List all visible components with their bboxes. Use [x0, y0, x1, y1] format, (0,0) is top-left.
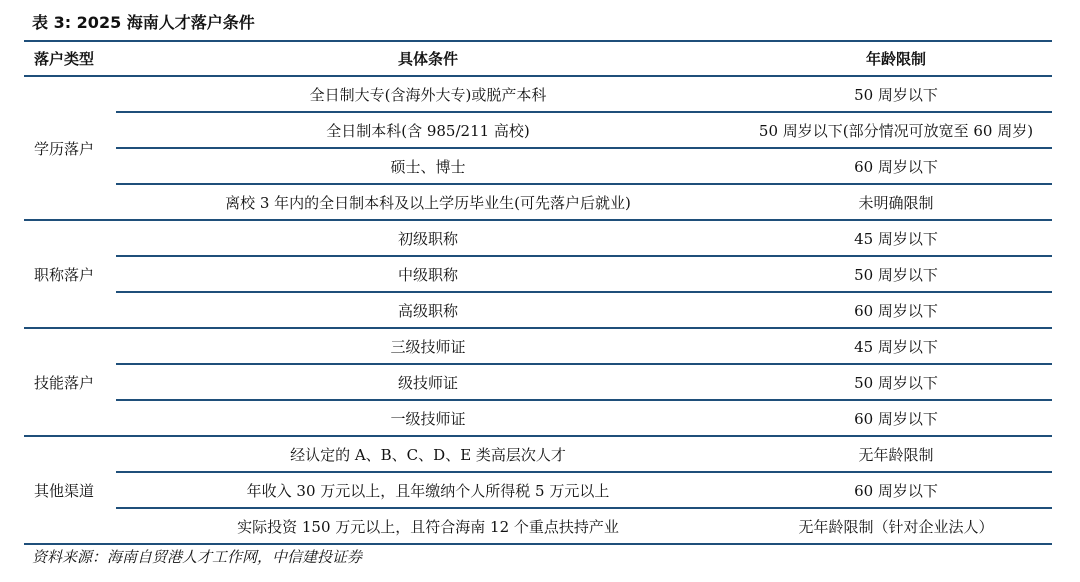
condition-cell: 高级职称	[116, 292, 740, 328]
table-title: 表 3: 2025 海南人才落户条件	[32, 13, 255, 32]
age-limit-cell: 45 周岁以下	[740, 328, 1052, 364]
age-limit-cell: 无年龄限制	[740, 436, 1052, 472]
condition-cell: 全日制本科(含 985/211 高校)	[116, 112, 740, 148]
header-type: 落户类型	[24, 41, 116, 76]
age-limit-cell: 45 周岁以下	[740, 220, 1052, 256]
table-row	[24, 328, 1052, 364]
table-row	[24, 76, 1052, 112]
condition-cell: 初级职称	[116, 220, 740, 256]
table-body	[24, 76, 1052, 544]
table-row	[24, 472, 1052, 508]
table-row	[24, 436, 1052, 472]
table-row	[24, 148, 1052, 184]
settlement-conditions-table	[24, 40, 1052, 545]
age-limit-cell: 60 周岁以下	[740, 148, 1052, 184]
age-limit-cell: 60 周岁以下	[740, 292, 1052, 328]
age-limit-cell: 50 周岁以下	[740, 256, 1052, 292]
category-cell: 学历落户	[24, 76, 116, 220]
category-cell: 职称落户	[24, 220, 116, 328]
age-limit-cell: 60 周岁以下	[740, 400, 1052, 436]
condition-cell: 级技师证	[116, 364, 740, 400]
table-row	[24, 508, 1052, 544]
condition-cell: 硕士、博士	[116, 148, 740, 184]
category-cell: 其他渠道	[24, 436, 116, 544]
table-row	[24, 292, 1052, 328]
header-age: 年龄限制	[740, 41, 1052, 76]
category-cell: 技能落户	[24, 328, 116, 436]
condition-cell: 中级职称	[116, 256, 740, 292]
table-row	[24, 400, 1052, 436]
source-note: 资料来源：海南自贸港人才工作网，中信建投证券	[32, 548, 363, 566]
age-limit-cell: 无年龄限制（针对企业法人）	[740, 508, 1052, 544]
condition-cell: 离校 3 年内的全日制本科及以上学历毕业生(可先落户后就业)	[116, 184, 740, 220]
condition-cell: 年收入 30 万元以上，且年缴纳个人所得税 5 万元以上	[116, 472, 740, 508]
table-row	[24, 256, 1052, 292]
age-limit-cell: 60 周岁以下	[740, 472, 1052, 508]
age-limit-cell: 50 周岁以下(部分情况可放宽至 60 周岁)	[740, 112, 1052, 148]
condition-cell: 一级技师证	[116, 400, 740, 436]
condition-cell: 经认定的 A、B、C、D、E 类高层次人才	[116, 436, 740, 472]
table-row	[24, 364, 1052, 400]
table-row	[24, 184, 1052, 220]
age-limit-cell: 未明确限制	[740, 184, 1052, 220]
age-limit-cell: 50 周岁以下	[740, 76, 1052, 112]
condition-cell: 实际投资 150 万元以上，且符合海南 12 个重点扶持产业	[116, 508, 740, 544]
table-row	[24, 220, 1052, 256]
condition-cell: 三级技师证	[116, 328, 740, 364]
table-header-row	[24, 41, 1052, 76]
header-condition: 具体条件	[116, 41, 740, 76]
age-limit-cell: 50 周岁以下	[740, 364, 1052, 400]
condition-cell: 全日制大专(含海外大专)或脱产本科	[116, 76, 740, 112]
table-row	[24, 112, 1052, 148]
